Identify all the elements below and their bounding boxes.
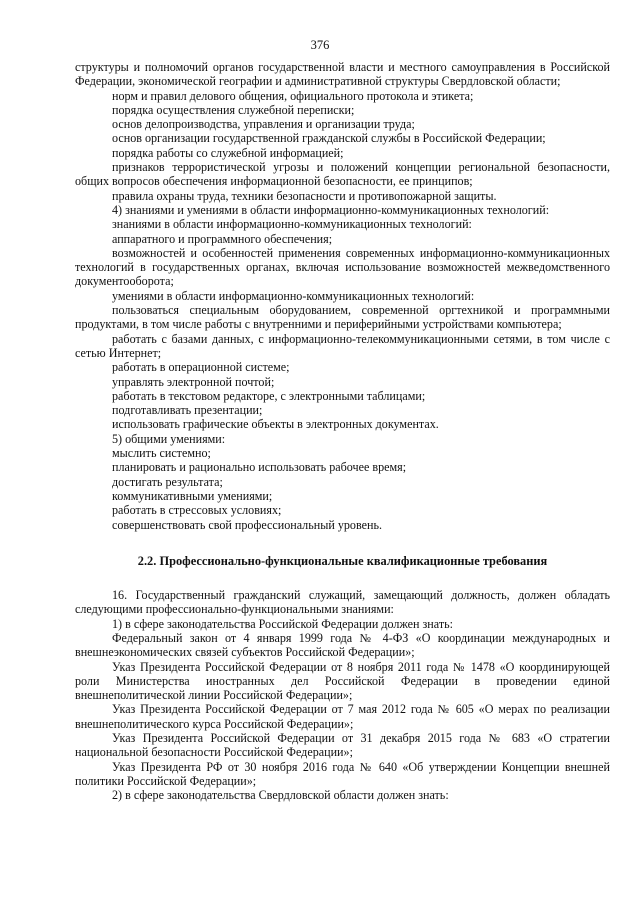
paragraph: возможностей и особенностей применения современных информационно-коммуникационных технологий в государственных органах, включая использование возможностей межведомственного документооборота; — [75, 245, 610, 289]
paragraph: работать в операционной системе; — [112, 360, 290, 375]
paragraph: планировать и рационально использовать рабочее время; — [112, 460, 407, 475]
paragraph: аппаратного и программного обеспечения; — [112, 231, 333, 246]
paragraph: Указ Президента РФ от 30 ноября 2016 года № 640 «Об утверждении Концепции внешней политики Российской Федерации»; — [75, 759, 610, 788]
paragraph: порядка работы со служебной информацией; — [112, 145, 344, 160]
paragraph: структуры и полномочий органов государственной власти и местного самоуправления в Российской Федерации, экономической географии и административной структуры Свердловской области; — [75, 60, 610, 89]
paragraphs-before-heading — [75, 60, 610, 532]
section-heading: 2.2. Профессионально-функциональные квалификационные требования — [137, 553, 548, 568]
paragraph: 16. Государственный гражданский служащий, замещающий должность, должен обладать следующими профессионально-функциональными знаниями: — [75, 588, 610, 617]
paragraph: совершенствовать свой профессиональный уровень. — [112, 517, 382, 532]
paragraph: достигать результата; — [112, 474, 223, 489]
paragraph: мыслить системно; — [112, 446, 211, 461]
paragraph: 2) в сфере законодательства Свердловской области должен знать: — [112, 788, 449, 803]
paragraphs-after-heading — [75, 588, 610, 802]
paragraph: Указ Президента Российской Федерации от 8 ноября 2011 года № 1478 «О координирующей роли Министерства иностранных дел Российской Федерации в проведении единой внешнеполитической линии Российской Федерации»; — [75, 659, 610, 703]
paragraph: пользоваться специальным оборудованием, современной оргтехникой и программными продуктами, в том числе работы с внутренними и периферийными устройствами компьютера; — [75, 303, 610, 332]
paragraph: работать в стрессовых условиях; — [112, 503, 282, 518]
paragraph: основ организации государственной гражданской службы в Российской Федерации; — [112, 131, 546, 146]
paragraph: норм и правил делового общения, официального протокола и этикета; — [112, 88, 474, 103]
paragraph: умениями в области информационно-коммуникационных технологий: — [112, 288, 475, 303]
paragraph: работать в текстовом редакторе, с электронными таблицами; — [112, 388, 426, 403]
paragraph: использовать графические объекты в электронных документах. — [112, 417, 439, 432]
page-number: 376 — [310, 38, 330, 52]
paragraph: знаниями в области информационно-коммуникационных технологий: — [112, 217, 472, 232]
paragraph: 4) знаниями и умениями в области информационно-коммуникационных технологий: — [112, 202, 550, 217]
paragraph: 5) общими умениями: — [112, 431, 226, 446]
paragraph: 1) в сфере законодательства Российской Федерации должен знать: — [112, 616, 453, 631]
paragraph: Указ Президента Российской Федерации от 7 мая 2012 года № 605 «О мерах по реализации внешнеполитического курса Российской Федерации»; — [75, 702, 610, 731]
paragraph: основ делопроизводства, управления и организации труда; — [112, 117, 415, 132]
paragraph: работать с базами данных, с информационно-телекоммуникационными сетями, в том числе с сетью Интернет; — [75, 331, 610, 360]
paragraph: признаков террористической угрозы и положений концепции региональной безопасности, общих вопросов обеспечения информационной безопасности, ее принципов; — [75, 160, 610, 189]
document-body — [75, 60, 610, 803]
paragraph: правила охраны труда, техники безопасности и противопожарной защиты. — [112, 188, 497, 203]
paragraph: коммуникативными умениями; — [112, 488, 273, 503]
paragraph: подготавливать презентации; — [112, 403, 263, 418]
paragraph: управлять электронной почтой; — [112, 374, 275, 389]
paragraph: Федеральный закон от 4 января 1999 года № 4-ФЗ «О координации международных и внешнеэкономических связей субъектов Российской Федерации»; — [75, 630, 610, 660]
paragraph: Указ Президента Российской Федерации от 31 декабря 2015 года № 683 «О стратегии национальной безопасности Российской Федерации»; — [75, 731, 610, 760]
paragraph: порядка осуществления служебной переписки; — [112, 102, 355, 117]
